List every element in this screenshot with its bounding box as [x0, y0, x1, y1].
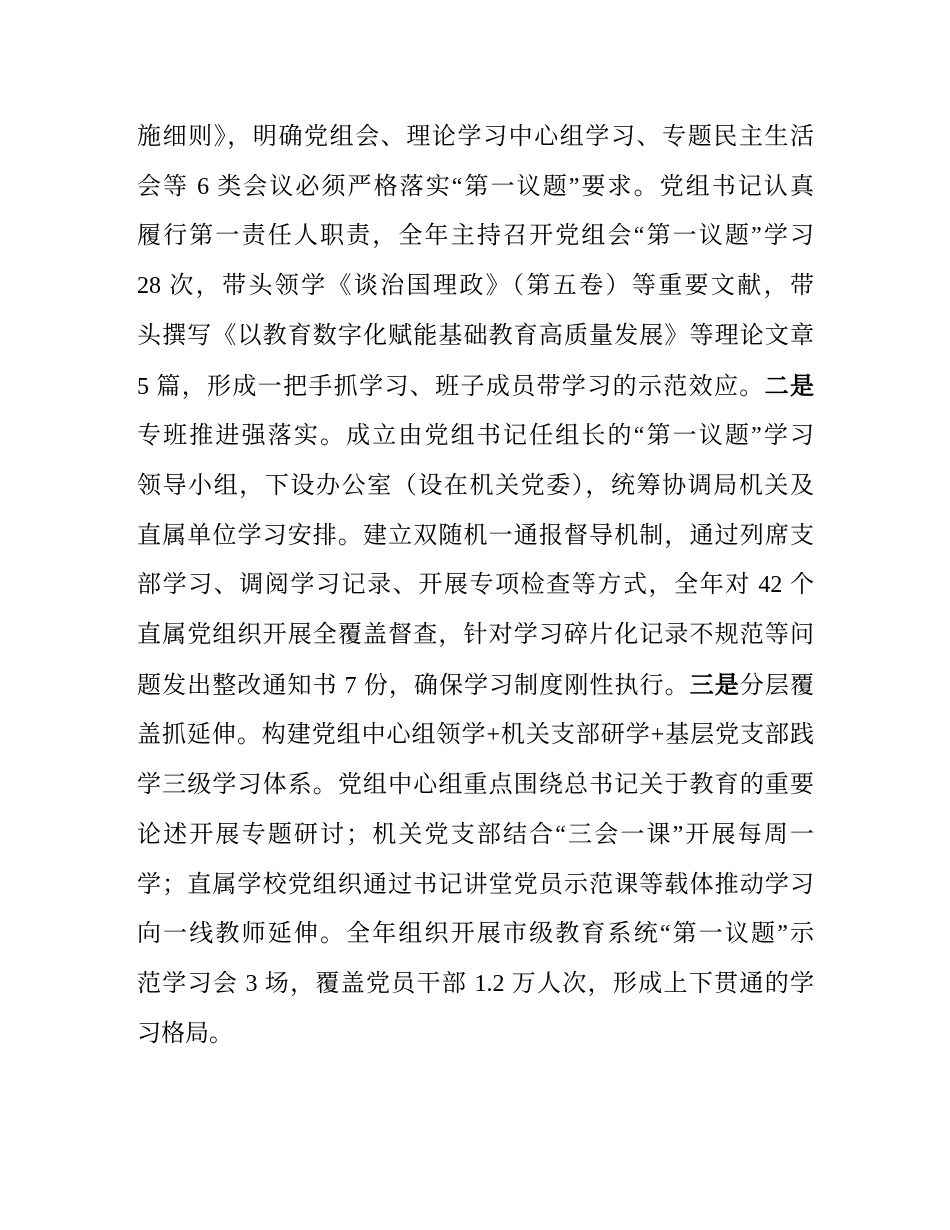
paragraph — [137, 113, 814, 1059]
text-segment: 盖抓延伸。构建党组中心组领学+机关支部研学+基层党支部践 — [137, 722, 814, 749]
text-line — [137, 163, 814, 213]
text-line — [137, 1010, 814, 1060]
text-line — [137, 811, 814, 861]
text-line — [137, 113, 814, 163]
text-line — [137, 362, 814, 413]
text-line — [137, 462, 814, 512]
text-segment: 分层覆 — [739, 672, 815, 699]
text-segment: 施细则》，明确党组会、理论学习中心组学习、专题民主生活 — [137, 124, 814, 150]
text-segment: 论述开展专题研讨；机关党支部结合“三会一课”开展每周一 — [137, 821, 814, 848]
text-line — [137, 761, 814, 811]
text-segment: 5 篇，形成一把手抓学习、班子成员带学习的示范效应。 — [137, 373, 765, 400]
text-line — [137, 262, 814, 312]
text-segment: 学三级学习体系。党组中心组重点围绕总书记关于教育的重要 — [137, 772, 814, 799]
emphasis-text: 三是 — [689, 671, 740, 699]
text-line — [137, 512, 814, 562]
text-line — [137, 960, 814, 1010]
text-segment: 题发出整改通知书 7 份，确保学习制度刚性执行。 — [137, 672, 690, 699]
text-line — [137, 212, 814, 262]
text-line — [137, 611, 814, 661]
text-line — [137, 910, 814, 960]
text-segment: 习格局。 — [137, 1020, 233, 1047]
text-segment: 28 次，带头领学《谈治国理政》（第五卷）等重要文献，带 — [137, 273, 814, 300]
text-segment: 学；直属学校党组织通过书记讲堂党员示范课等载体推动学习 — [137, 871, 814, 898]
text-segment: 履行第一责任人职责，全年主持召开党组会“第一议题”学习 — [137, 223, 814, 250]
text-line — [137, 861, 814, 911]
text-segment: 直属单位学习安排。建立双随机一通报督导机制，通过列席支 — [137, 522, 814, 549]
text-segment: 领导小组，下设办公室（设在机关党委），统筹协调局机关及 — [137, 472, 814, 499]
text-line — [137, 711, 814, 761]
text-line — [137, 561, 814, 611]
text-line — [137, 412, 814, 462]
text-segment: 范学习会 3 场，覆盖党员干部 1.2 万人次，形成上下贯通的学 — [137, 970, 814, 997]
text-segment: 直属党组织开展全覆盖督查，针对学习碎片化记录不规范等问 — [137, 622, 814, 649]
text-line — [137, 661, 814, 712]
text-segment: 会等 6 类会议必须严格落实“第一议题”要求。党组书记认真 — [137, 173, 814, 200]
emphasis-text: 二是 — [764, 372, 815, 400]
text-line — [137, 312, 814, 362]
text-segment: 部学习、调阅学习记录、开展专项检查等方式，全年对 42 个 — [137, 572, 814, 599]
text-segment: 向一线教师延伸。全年组织开展市级教育系统“第一议题”示 — [137, 921, 814, 948]
text-segment: 头撰写《以教育数字化赋能基础教育高质量发展》等理论文章 — [137, 322, 814, 349]
text-segment: 专班推进强落实。成立由党组书记任组长的“第一议题”学习 — [137, 423, 814, 450]
